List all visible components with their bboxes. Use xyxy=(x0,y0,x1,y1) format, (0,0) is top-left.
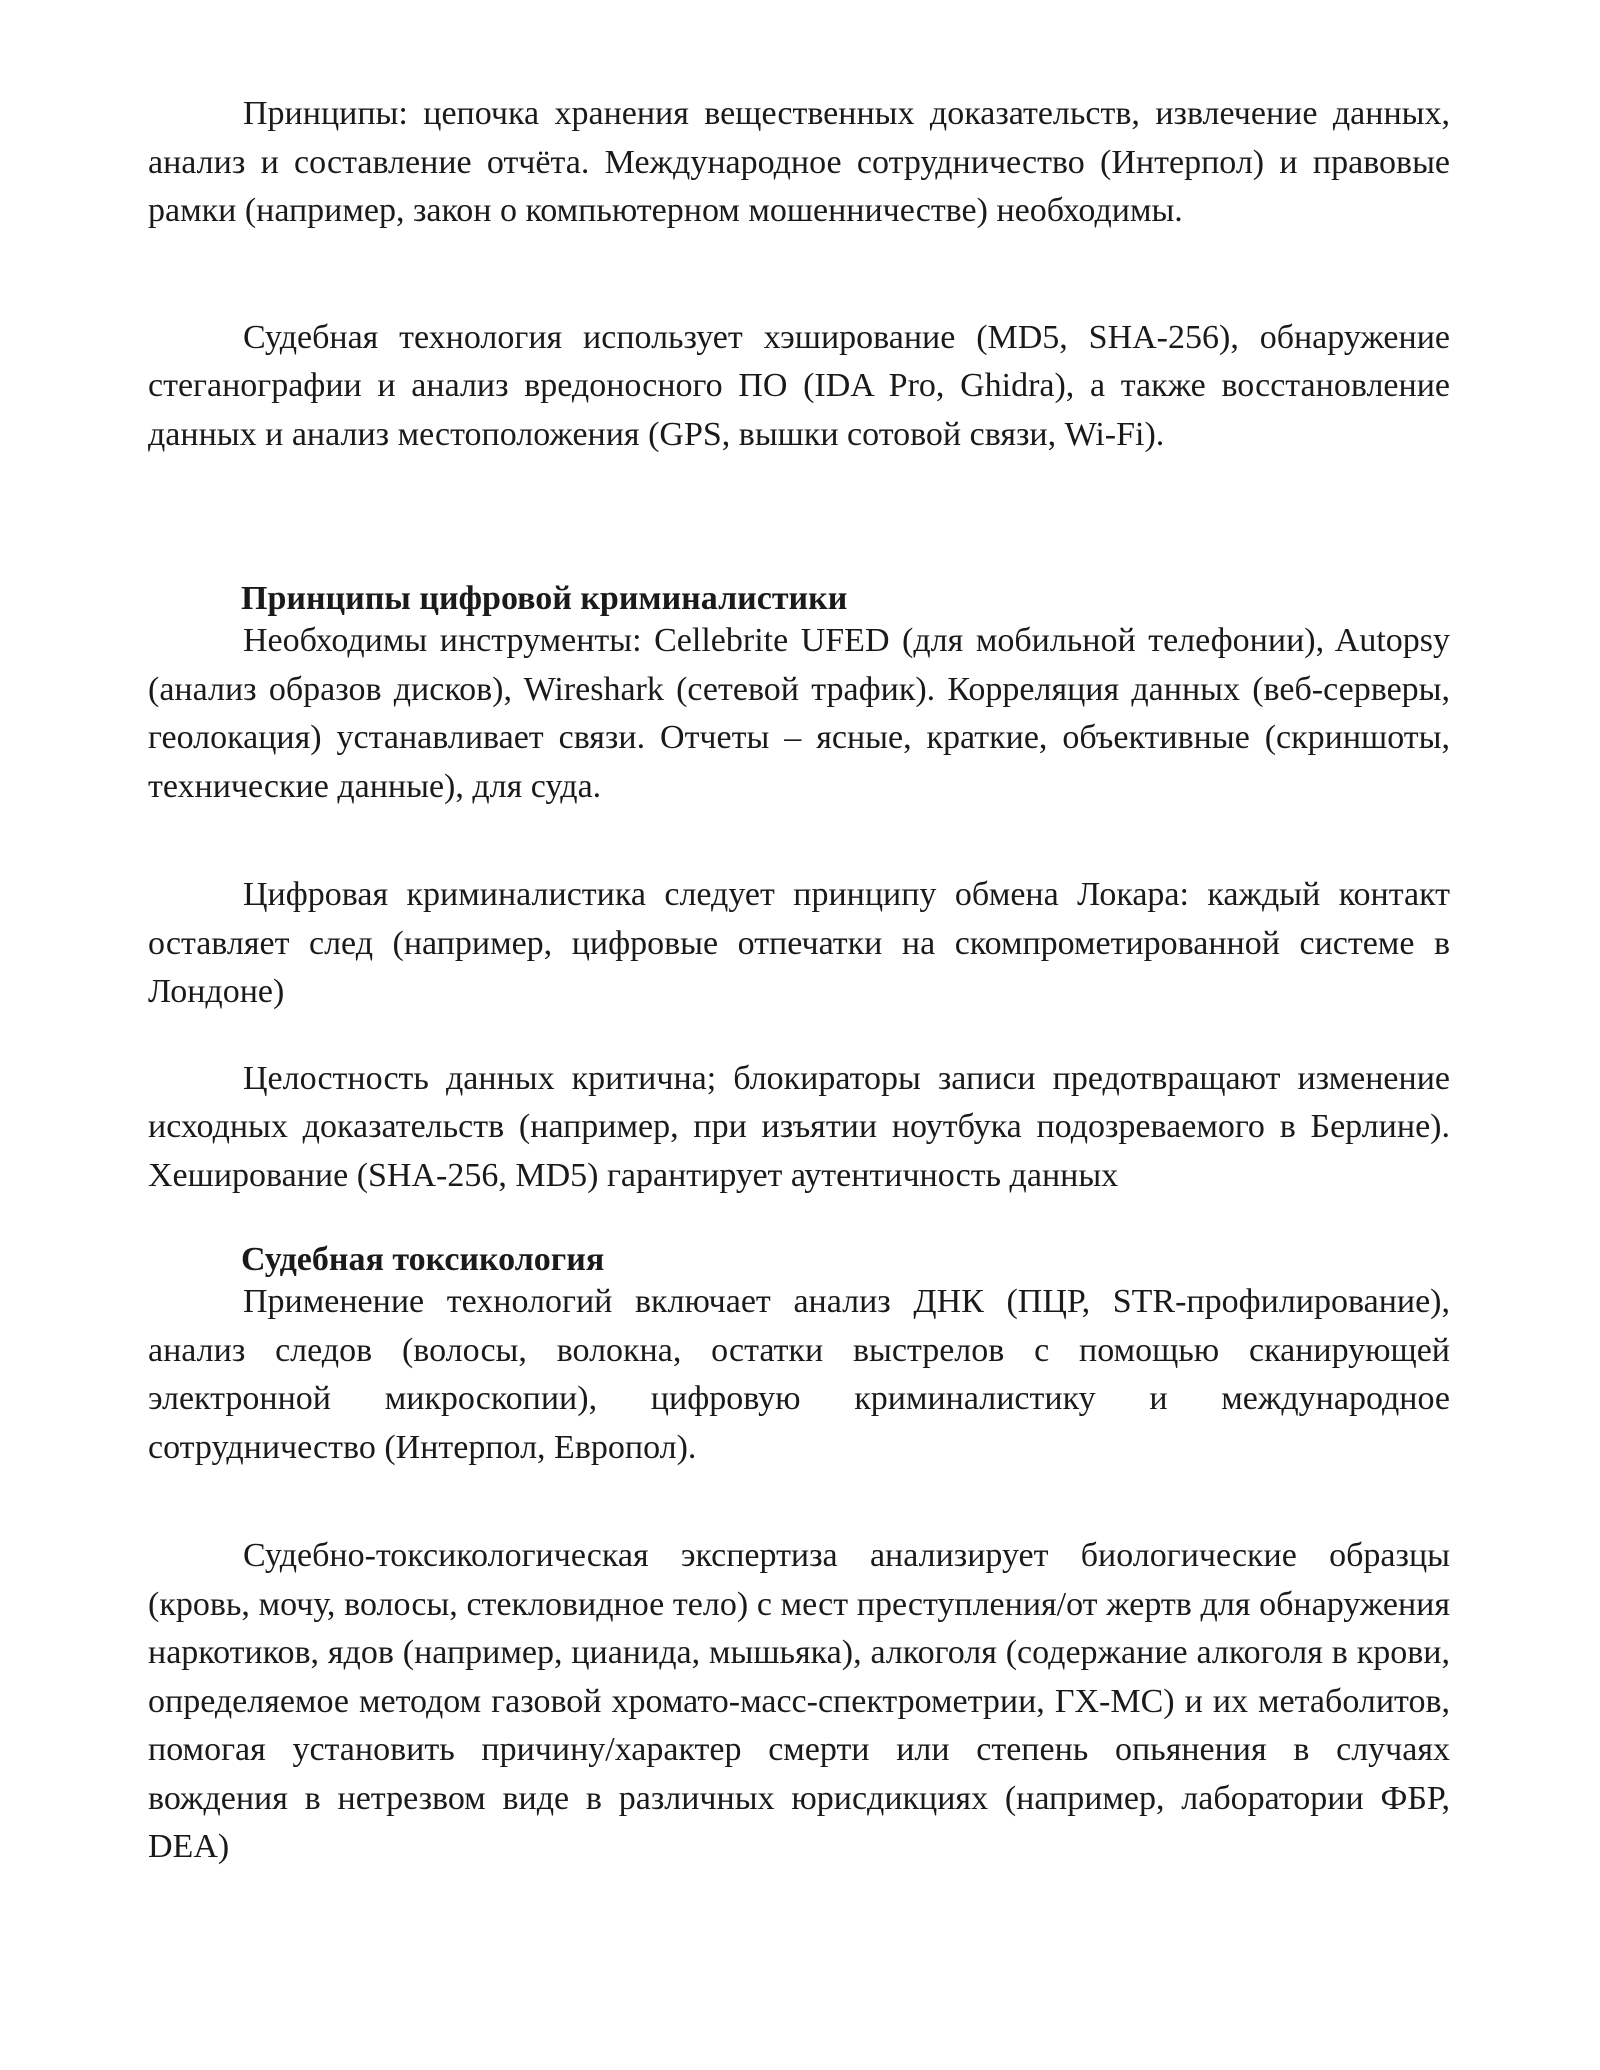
paragraph-tools: Необходимы инструменты: Cellebrite UFED (для мобильной телефонии), Autopsy (анализ образов дисков), Wireshark (сетевой трафик). Корреляция данных (веб-серверы, геолокация) устанавливает связи. Отчеты – ясные, краткие, объективные (скриншоты, технические данные), для суда. xyxy=(148,622,1450,805)
spacer xyxy=(148,1200,1450,1238)
spacer xyxy=(148,537,1450,577)
spacer xyxy=(148,811,1450,871)
spacer xyxy=(148,236,1450,314)
heading-forensic-toxicology: Судебная токсикология xyxy=(241,1241,605,1278)
paragraph-principles: Принципы: цепочка хранения вещественных доказательств, извлечение данных, анализ и составление отчёта. Международное сотрудничество (Интерпол) и правовые рамки (например, закон о компьютерном мошенничестве) необходимы. xyxy=(148,95,1450,229)
heading-digital-forensics-principles: Принципы цифровой криминалистики xyxy=(241,580,848,617)
spacer xyxy=(148,1017,1450,1055)
spacer xyxy=(148,459,1450,537)
paragraph-locard-principle: Цифровая криминалистика следует принципу обмена Локара: каждый контакт оставляет след (например, цифровые отпечатки на скомпрометированной системе в Лондоне) xyxy=(148,876,1450,1010)
paragraph-data-integrity: Целостность данных критична; блокираторы записи предотвращают изменение исходных доказательств (например, при изъятии ноутбука подозреваемого в Берлине). Хеширование (SHA-256, MD5) гарантирует аутентичность данных xyxy=(148,1059,1450,1194)
paragraph-forensic-technology: Судебная технология использует хэширование (MD5, SHA-256), обнаружение стеганографии и анализ вредоносного ПО (IDA Pro, Ghidra), а также восстановление данных и анализ местоположения (GPS, вышки сотовой связи, Wi-Fi). xyxy=(148,318,1450,453)
document-page xyxy=(148,90,1450,1872)
paragraph-toxicology-expertise: Судебно-токсикологическая экспертиза анализирует биологические образцы (кровь, мочу, волосы, стекловидное тело) с мест преступления/от жертв для обнаружения наркотиков, ядов (например, цианида, мышьяка), алкоголя (содержание алкоголя в крови, определяемое методом газовой хромато-масс-спектрометрии, ГХ-МС) и их метаболитов, помогая установить причину/характер смерти или степень опьянения в случаях вождения в нетрезвом виде в различных юрисдикциях (например, лаборатории ФБР, DEA) xyxy=(148,1537,1450,1865)
paragraph-technology-application: Применение технологий включает анализ ДНК (ПЦР, STR-профилирование), анализ следов (волосы, волокна, остатки выстрелов с помощью сканирующей электронной микроскопии), цифровую криминалистику и международное сотрудничество (Интерпол, Европол). xyxy=(148,1283,1450,1466)
spacer xyxy=(148,1472,1450,1532)
